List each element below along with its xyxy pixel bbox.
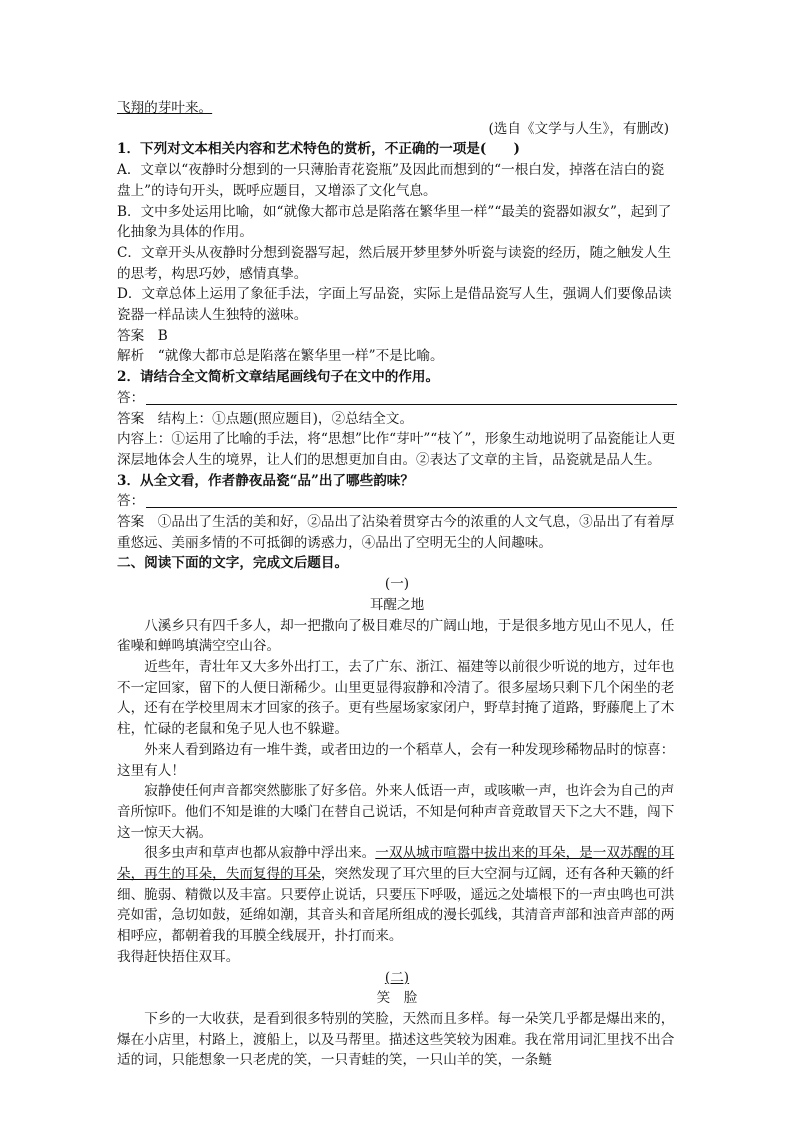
answer-label: 答： — [117, 389, 145, 406]
part-1-number: (一) — [384, 576, 410, 593]
carry-line: 飞翔的芽叶来。 — [117, 100, 213, 116]
part-2-title: 笑 脸 — [376, 990, 418, 1007]
question-1-option-d: D．文章总体上运用了象征手法，字面上写品瓷，实际上是借品瓷写人生，强调人们要像品读瓷器一样品读人生独特的滋味。 — [117, 286, 672, 324]
section-2-heading: 二、阅读下面的文字，完成文后题目。 — [117, 555, 349, 572]
part-1-paragraph-5 — [117, 843, 677, 947]
paragraph-5-start: 很多虫声和草声也都从寂静中浮出来。 — [144, 845, 376, 862]
question-2-content: 内容上：①运用了比喻的手法，将“思想”比作“芽叶”“枝丫”，形象生动地说明了品瓷能让人更深层地体会人生的境界，让人们的思想更加自由。②表达了文章的主旨，品瓷就是品人生。 — [117, 431, 676, 468]
source-citation: (选自《文学与人生》，有删改) — [488, 120, 669, 137]
part-1-paragraph-4: 寂静使任何声音都突然膨胀了好多倍。外来人低语一声，或咳嗽一声，也许会为自己的声音所惊吓。他们不知是谁的大嗓门在替自己说话，不知是何种声音竟敢冒天下之大不韪，闯下这一惊天大祸。 — [117, 783, 675, 841]
paragraph-5-end: ，突然发现了耳穴里的巨大空洞与辽阔，还有各种天籁的纤细、脆弱、精微以及丰富。只要停止说话，只要压下呼吸，遥远之处墙根下的一声虫鸣也可洪亮如雷，急切如鼓，延绵如潮，其音头和音尾所组成的漫长弧线，其清音声部和浊音声部的两相呼应，都朝着我的耳膜全线展开，扑打而来。 — [117, 866, 675, 945]
part-1-title: 耳醒之地 — [369, 596, 425, 613]
document-page — [117, 98, 677, 1071]
question-1-stem: 1．下列对文本相关内容和艺术特色的赏析，不正确的一项是( ) — [117, 141, 520, 158]
question-1-analysis: 解析 “就像大都市总是陷落在繁华里一样”不是比喻。 — [117, 348, 444, 365]
question-2-answer: 答案 结构上：①点题(照应题目)，②总结全文。 — [117, 410, 414, 427]
question-2-answer-blank — [117, 388, 677, 409]
answer-label: 答： — [117, 493, 145, 510]
question-1-option-b: B．文中多处运用比喻，如“就像大都市总是陷落在繁华里一样”“最美的瓷器如淑女”，起到了化抽象为具体的作用。 — [117, 203, 672, 241]
question-2-stem: 2．请结合全文简析文章结尾画线句子在文中的作用。 — [117, 369, 440, 386]
part-1-paragraph-1: 八溪乡只有四千多人，却一把撒向了极目难尽的广阔山地，于是很多地方见山不见人，任雀噪和蝉鸣填满空空山谷。 — [117, 617, 675, 655]
question-1-answer: 答案 B — [117, 327, 168, 344]
question-1-option-a: A．文章以“夜静时分想到的一只薄胎青花瓷瓶”及因此而想到的“一根白发，掉落在洁白的瓷盘上”的诗句开头，既呼应题目，又增添了文化气息。 — [117, 162, 665, 199]
part-2-paragraph-1: 下乡的一大收获，是看到很多特别的笑脸，天然而且多样。每一朵笑几乎都是爆出来的，爆在小店里，村路上，渡船上，以及马帮里。描述这些笑较为困难。我在常用词汇里找不出合适的词，只能想象一只老虎的笑，一只青蛙的笑，一只山羊的笑，一条鲢 — [117, 1010, 675, 1069]
underlined-sentence: 一双从城市喧嚣中拔出来的耳朵，是一双苏醒的耳朵，再生的耳朵，失而复得的耳朵 — [117, 845, 675, 883]
part-1-paragraph-2: 近些年，青壮年又大多外出打工，去了广东、浙江、福建等以前很少听说的地方，过年也不一定回家，留下的人便日渐稀少。山里更显得寂静和冷清了。很多屋场只剩下几个闲坐的老人，还有在学校里周末才回家的孩子。更有些屋场家家闭户，野草封掩了道路，野藤爬上了木柱，忙碌的老鼠和兔子见人也不躲避。 — [117, 658, 675, 738]
question-3-stem: 3．从全文看，作者静夜品瓷“品”出了哪些韵味？ — [117, 472, 414, 489]
question-1-option-c: C．文章开头从夜静时分想到瓷器写起，然后展开梦里梦外听瓷与读瓷的经历，随之触发人生的思考，构思巧妙，感情真挚。 — [117, 244, 672, 282]
question-3-answer: 答案 ①品出了生活的美和好，②品出了沾染着贯穿古今的浓重的人文气息，③品出了有着厚重悠远、美丽多情的不可抵御的诱惑力，④品出了空明无尘的人间趣味。 — [117, 514, 675, 551]
part-1-paragraph-3: 外来人看到路边有一堆牛粪，或者田边的一个稻草人，会有一种发现珍稀物品时的惊喜：这里有人！ — [117, 741, 675, 779]
answer-line — [146, 506, 677, 508]
question-3-answer-blank — [117, 491, 677, 512]
part-2-number: (二) — [384, 969, 410, 986]
part-1-paragraph-6: 我得赶快捂住双耳。 — [117, 948, 240, 965]
answer-line — [146, 403, 677, 405]
